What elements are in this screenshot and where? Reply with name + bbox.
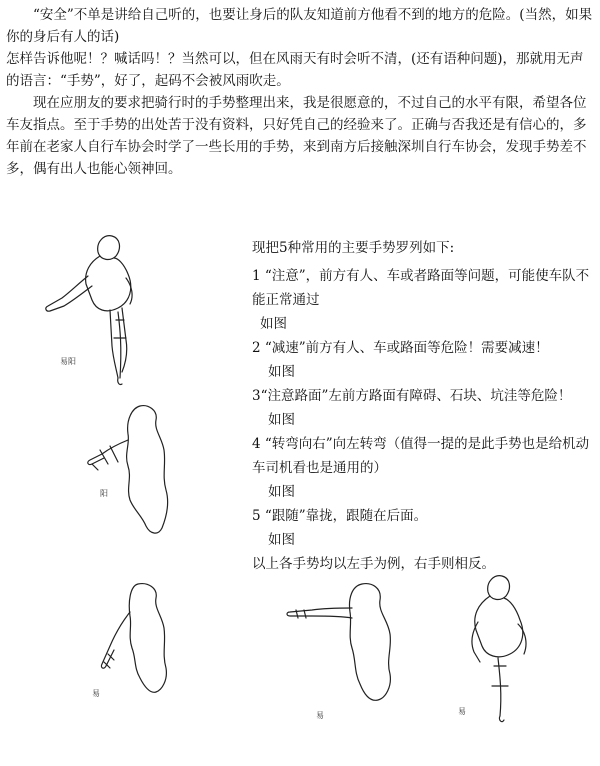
figure-turn-gesture — [276, 578, 426, 728]
cyclist-sketch-4 — [276, 578, 426, 728]
intro-paragraph-1: “安全”不单是讲给自己听的，也要让身后的队友知道前方他看不到的地方的危险。(当然，如果你的身后有人的话) — [6, 7, 593, 45]
list-item-1-figure-ref: 如图 — [260, 316, 287, 332]
cyclist-sketch-5 — [446, 566, 556, 726]
figure-watch-road-gesture — [82, 576, 192, 706]
list-item-4-figure-ref: 如图 — [268, 484, 295, 500]
list-item-5-figure-ref: 如图 — [268, 532, 295, 548]
list-item-3: 3“注意路面”左前方路面有障碍、石块、坑洼等危险！ — [252, 388, 572, 404]
cyclist-sketch-2 — [70, 400, 190, 550]
figure-slow-down-gesture — [70, 400, 190, 550]
list-item-5: 5 “跟随”靠拢，跟随在后面。 — [252, 508, 428, 524]
list-item-2-figure-ref: 如图 — [268, 364, 295, 380]
cyclist-sketch-3 — [82, 576, 192, 706]
figure-attention-gesture — [34, 228, 184, 388]
gesture-list — [252, 236, 594, 576]
figure-2-signature: 阳 — [100, 489, 108, 498]
intro-paragraph-2: 怎样告诉他呢！？喊话吗！？当然可以，但在风雨天有时会听不清，(还有语种问题)，那就用无声的语言：“手势”，好了，起码不会被风雨吹走。 — [6, 51, 584, 89]
list-footer: 以上各手势均以左手为例，右手则相反。 — [252, 556, 495, 572]
cyclist-sketch-1 — [34, 228, 184, 388]
figure-4-signature: 易 — [316, 711, 324, 720]
figure-follow-gesture — [446, 566, 556, 726]
list-header: 现把5种常用的主要手势罗列如下: — [252, 240, 455, 256]
intro-paragraph-3: 现在应朋友的要求把骑行时的手势整理出来，我是很愿意的，不过自己的水平有限，希望各位车友指点。至于手势的出处苦于没有资料，只好凭自己的经验来了。正确与否我还是有信心的，多年前在老家人自行车协会时学了一些长用的手势，来到南方后接触深圳自行车协会，发现手势差不多，偶有出人也能心领神回。 — [6, 95, 587, 177]
figure-5-signature: 易 — [458, 707, 466, 716]
intro-section — [6, 4, 596, 180]
list-item-1: 1 “注意”，前方有人、车或者路面等问题，可能使车队不能正常通过 — [252, 268, 590, 308]
list-item-4: 4 “转弯向右”向左转弯（值得一提的是此手势也是给机动车司机看也是通用的） — [252, 436, 590, 476]
list-item-3-figure-ref: 如图 — [268, 412, 295, 428]
figure-3-signature: 易 — [92, 689, 100, 698]
list-item-2: 2 “减速”前方有人、车或路面等危险！需要减速！ — [252, 340, 549, 356]
figure-1-signature: 易阳 — [60, 357, 76, 366]
